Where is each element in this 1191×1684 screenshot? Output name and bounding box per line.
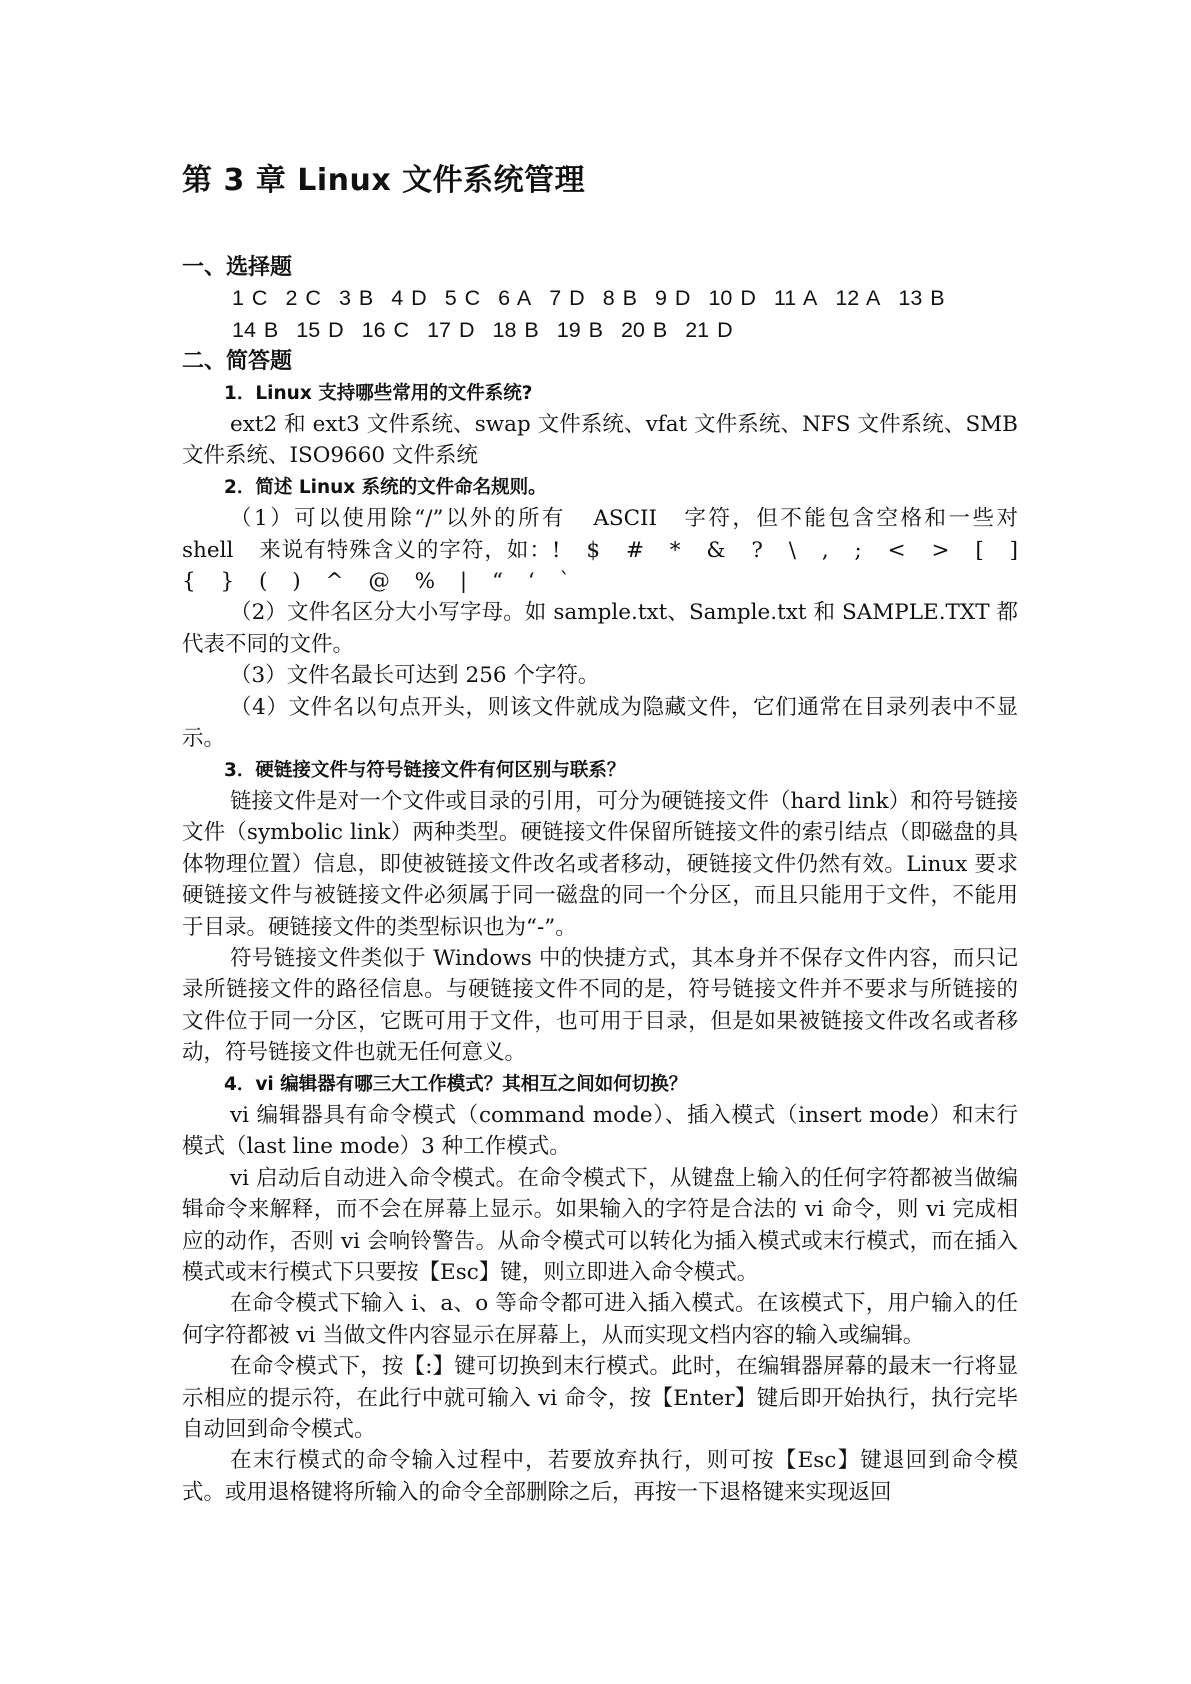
section-heading-short-answer: 二、简答题 [182,349,293,375]
answer-item: 4 D [391,286,427,311]
answer-item: 3 B [338,286,374,311]
answer-2-rule-3: （3）文件名最长可达到 256 个字符。 [230,663,600,689]
answer-4-paragraph-3: 在命令模式下输入 i、a、o 等命令都可进入插入模式。在该模式下，用户输入的任何字符都被 vi 当做文件内容显示在屏幕上，从而实现文档内容的输入或编辑。 [182,1291,1018,1348]
question-1: 1．Linux 支持哪些常用的文件系统? [224,382,533,404]
answer-3-paragraph-1: 链接文件是对一个文件或目录的引用，可分为硬链接文件（hard link）和符号链接文件（symbolic link）两种类型。硬链接文件保留所链接文件的索引结点（即磁盘的具体物理位置）信息，即使被链接文件改名或者移动，硬链接文件仍然有效。Linux 要求硬链接文件与被链接文件必须属于同一磁盘的同一个分区，而且只能用于文件，不能用于目录。硬链接文件的类型标识也为“-”。 [182,788,1018,940]
answer-item: 11 A [773,286,818,311]
answer-3-paragraph-2: 符号链接文件类似于 Windows 中的快捷方式，其本身并不保存文件内容，而只记录所链接文件的路径信息。与硬链接文件不同的是，符号链接文件并不要求与所链接的文件位于同一分区，它既可用于文件，也可用于目录，但是如果被链接文件改名或者移动，符号链接文件也就无任何意义。 [182,945,1018,1066]
answer-2-rule-1: （1）可以使用除“/”以外的所有 ASCII 字符，但不能包含空格和一些对 shell 来说有特殊含义的字符，如：! $ # * & ? \ , ; < > [ ] { } ( ) ^ @ % | “ ‘ ` [182,506,1018,595]
answer-item: 16 C [361,317,410,342]
answer-4-paragraph-4: 在命令模式下，按【:】键可切换到末行模式。此时，在编辑器屏幕的最末一行将显示相应的提示符，在此行中就可输入 vi 命令，按【Enter】键后即开始执行，执行完毕自动回到命令模式。 [182,1354,1018,1443]
answer-item: 12 A [835,286,881,311]
answer-row-2 [232,315,1018,346]
answer-4-paragraph-5: 在末行模式的命令输入过程中，若要放弃执行，则可按【Esc】键退回到命令模式。或用退格键将所输入的命令全部删除之后，再按一下退格键来实现返回 [182,1448,1018,1505]
answer-item: 19 B [556,317,603,342]
answer-item: 5 C [444,286,481,311]
answer-4-paragraph-1: vi 编辑器具有命令模式（command mode）、插入模式（insert mode）和末行模式（last line mode）3 种工作模式。 [182,1102,1018,1160]
answer-item: 13 B [898,286,945,311]
answer-item: 14 B [232,317,279,342]
multiple-choice-answers [182,283,1018,346]
answer-item: 18 B [492,317,539,342]
question-3: 3．硬链接文件与符号链接文件有何区别与联系？ [224,759,626,781]
question-4: 4．vi 编辑器有哪三大工作模式？其相互之间如何切换？ [224,1073,688,1095]
answer-4-paragraph-2: vi 启动后自动进入命令模式。在命令模式下，从键盘上输入的任何字符都被当做编辑命令来解释，而不会在屏幕上显示。如果输入的字符是合法的 vi 命令，则 vi 完成相应的动作，否则 vi 会响铃警告。从命令模式可以转化为插入模式或末行模式，而在插入模式或末行模式下只要按【Esc】键，则立即进入命令模式。 [182,1165,1018,1285]
answer-2-rule-4: （4）文件名以句点开头，则该文件就成为隐藏文件，它们通常在目录列表中不显示。 [182,694,1018,752]
answer-item: 9 D [655,286,691,311]
chapter-title: 第 3 章 Linux 文件系统管理 [182,163,586,198]
answer-row-1 [232,283,1018,314]
answer-item: 10 D [708,286,756,311]
section-heading-multiple-choice: 一、选择题 [182,255,293,280]
answer-item: 1 C [232,286,268,311]
answer-item: 17 D [427,317,475,342]
answer-item: 7 D [549,286,585,311]
answer-2-rule-2: （2）文件名区分大小写字母。如 sample.txt、Sample.txt 和 SAMPLE.TXT 都代表不同的文件。 [182,600,1018,657]
document-body [182,252,1018,1508]
answer-item: 21 D [685,317,733,342]
answer-item: 6 A [498,286,532,311]
answer-item: 15 D [296,317,344,342]
answer-item: 2 C [285,286,321,311]
answer-1-paragraph: ext2 和 ext3 文件系统、swap 文件系统、vfat 文件系统、NFS 文件系统、SMB 文件系统、ISO9660 文件系统 [182,412,1018,469]
answer-item: 20 B [620,317,668,342]
question-2: 2．简述 Linux 系统的文件命名规则。 [224,476,547,498]
answer-item: 8 B [602,286,637,311]
